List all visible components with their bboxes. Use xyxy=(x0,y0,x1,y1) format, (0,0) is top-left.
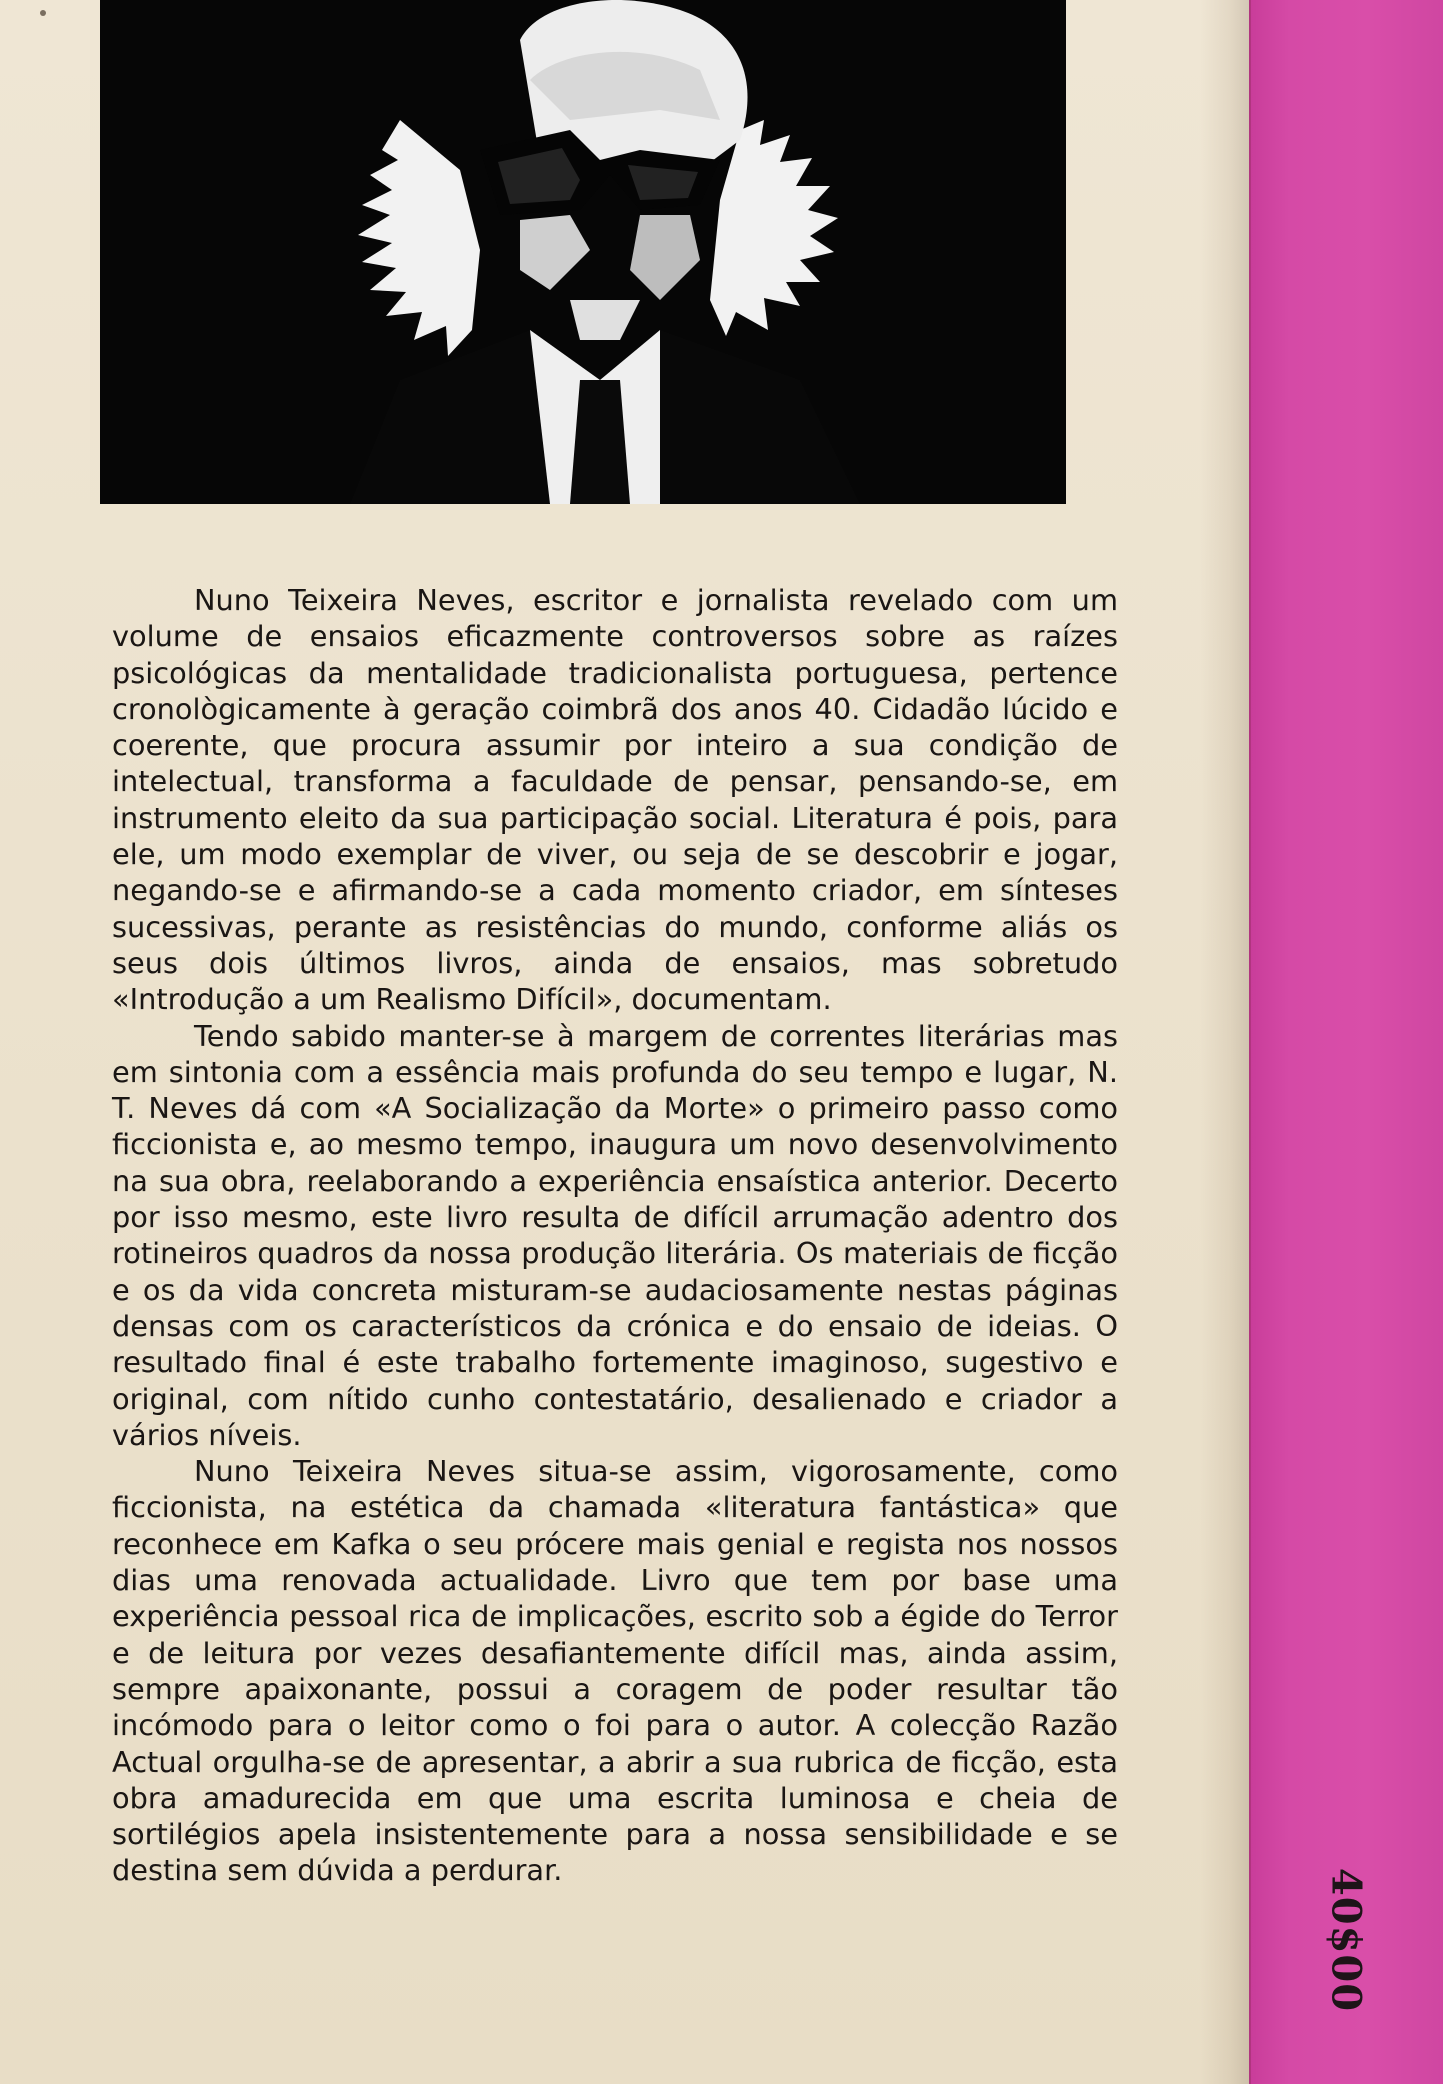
corner-mark xyxy=(40,10,46,16)
blurb-paragraph-3: Nuno Teixeira Neves situa-se assim, vigorosamente, como ficcionista, na estética da chamada «literatura fantástica» que reconhece em Kafka o seu prócere mais genial e regista nos nossos dias uma renovada actualidade. Livro que tem por base uma experiência pessoal rica de implicações, escrito sob a égide do Terror e de leitura por vezes desafiantemente difícil mas, ainda assim, sempre apaixonante, possui a coragem de poder resultar tão incómodo para o leitor como o foi para o autor. A colecção Razão Actual orgulha-se de apresentar, a abrir a sua rubrica de ficção, esta obra amadurecida em que uma escrita luminosa e cheia de sortilégios apela insistentemente para a nossa sensibilidade e se destina sem dúvida a perdurar. xyxy=(112,1454,1118,1888)
book-blurb xyxy=(112,582,1118,1889)
fold-shadow xyxy=(1200,0,1250,2084)
author-portrait xyxy=(100,0,1066,504)
blurb-paragraph-1: Nuno Teixeira Neves, escritor e jornalista revelado com um volume de ensaios eficazmente controversos sobre as raízes psicológicas da mentalidade tradicionalista portuguesa, pertence cronològicamente à geração coimbrã dos anos 40. Cidadão lúcido e coerente, que procura assumir por inteiro a sua condição de intelectual, transforma a faculdade de pensar, pensando-se, em instrumento eleito da sua participação social. Literatura é pois, para ele, um modo exemplar de viver, ou seja de se descobrir e jogar, negando-se e afirmando-se a cada momento criador, em sínteses sucessivas, perante as resistências do mundo, conforme aliás os seus dois últimos livros, ainda de ensaios, mas sobretudo «Introdução a um Realismo Difícil», documentam. xyxy=(112,583,1118,1017)
blurb-paragraph-2: Tendo sabido manter-se à margem de correntes literárias mas em sintonia com a essência mais profunda do seu tempo e lugar, N. T. Neves dá com «A Socialização da Morte» o primeiro passo como ficcionista e, ao mesmo tempo, inaugura um novo desenvolvimento na sua obra, reelaborando a experiência ensaística anterior. Decerto por isso mesmo, este livro resulta de difícil arrumação adentro dos rotineiros quadros da nossa produção literária. Os materiais de ficção e os da vida concreta misturam-se audaciosamente nestas páginas densas com os característicos da crónica e do ensaio de ideias. O resultado final é este trabalho fortemente imaginoso, sugestivo e original, com nítido cunho contestatário, desalienado e criador a vários níveis. xyxy=(112,1018,1118,1452)
price-label: 40$00 xyxy=(1322,1867,1370,2013)
author-portrait-graphic xyxy=(100,0,1066,504)
tie xyxy=(570,380,630,504)
magenta-spine-band xyxy=(1249,0,1443,2084)
